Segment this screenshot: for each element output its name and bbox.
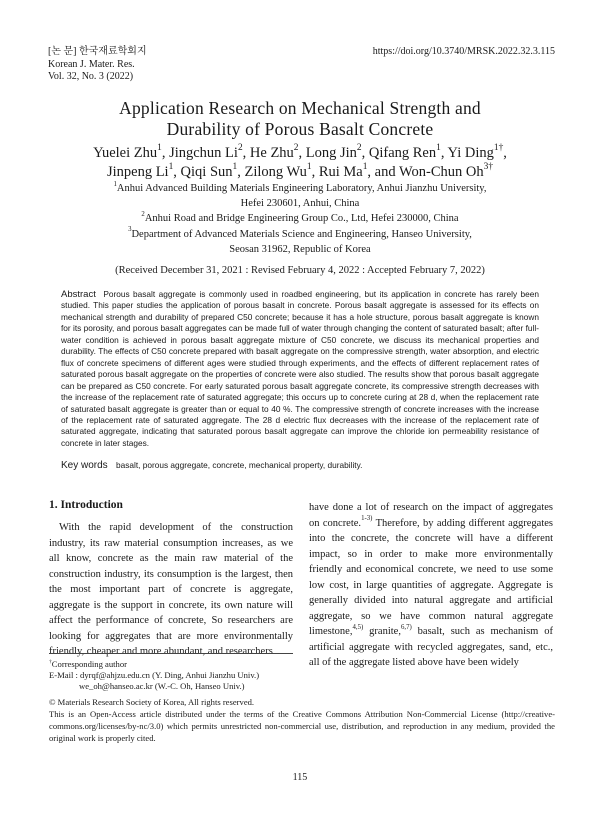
affiliation-text: Department of Advanced Materials Science and Engineering, Hanseo University, <box>131 228 472 240</box>
author-name: Qifang Ren <box>368 145 437 161</box>
author-name: Won-Chun Oh <box>398 164 484 180</box>
abstract-text: Porous basalt aggregate is commonly used in roadbed engineering, but its application in concrete has rarely been studied. This paper studies the application of porous basalt in concrete. Porous basalt aggregate is assessed for its effects on mechanical strength and durability of prepared C50 concrete; because it has a hole structure, porous basalt aggregate is known for its porosity, and porous basalt aggregates can be made full of water through changing the content of saturated basalt; after full-water condition is achieved in porous basalt aggregate mixture of C50 concrete, we discuss its mechanical properties and durability. The effects of C50 concrete prepared with basalt aggregate on the compressive strength, water absorption, and electric flux of concrete specimens of different ages were studied through experiments, and the effects of different replacement rates of saturated porous basalt aggregate on the properties of concrete were also studied. The results show that porous basalt aggregate can be prepared as C50 concrete. For early saturated porous basalt aggregate concrete, its compressive strength decreases with the increase of the replacement rate of saturated aggregate; this occurs up to concrete curing at 28 d, when the replacement rate of saturated basalt aggregate is greater than or equal to 40 %. The compressive strength of concrete increases with the increase of the replacement rate of saturated aggregate. The 28 d electric flux decreases with the increase of the replacement rate of saturated aggregate, indicating that saturated porous basalt aggregate can improve the chloride ion permeability resistance of concrete in later stages. <box>61 289 539 448</box>
affiliation-text: Anhui Advanced Building Materials Engineering Laboratory, Anhui Jianzhu University, <box>116 183 487 194</box>
section-heading: 1. Introduction <box>49 499 123 511</box>
author-name: Rui Ma <box>318 164 363 180</box>
affiliation-number: 2 <box>141 211 145 219</box>
title-line-2: Durability of Porous Basalt Concrete <box>166 119 434 139</box>
keywords-label: Key words <box>61 460 108 471</box>
author-affiliation-mark: 2 <box>237 143 243 154</box>
corresponding-author-note <box>49 659 127 671</box>
body-text: have done a lot of research on the impact of aggregates on concrete. <box>309 502 553 529</box>
journal-english-name: Korean J. Mater. Res. <box>48 58 135 70</box>
author-affiliation-mark: 2 <box>293 143 299 154</box>
author-list <box>40 144 560 182</box>
title-line-1: Application Research on Mechanical Strength and <box>119 98 481 118</box>
affiliation-number: 3 <box>128 226 132 234</box>
paper-title <box>40 98 560 140</box>
license-notice <box>49 696 555 744</box>
citation-ref[interactable]: 6,7) <box>400 623 412 631</box>
license-text: This is an Open-Access article distributed under the terms of the Creative Commons Attribution Non-Commercial License (http://creative-commons.org/licenses/by-nc/3.0) which permits unrestricted non-commercial use, distribution, and reproduction in any medium, provided the original work is properly cited. <box>49 709 555 743</box>
page-number: 115 <box>292 772 308 783</box>
author-separator: , <box>173 164 181 180</box>
author-name: Jingchun Li <box>169 145 238 161</box>
citation-ref[interactable]: 1-3) <box>361 515 373 523</box>
affiliation-item <box>40 211 560 226</box>
author-name: Jinpeng Li <box>106 164 169 180</box>
submission-dates: (Received December 31, 2021 : Revised February 4, 2022 : Accepted February 7, 2022) <box>115 265 485 276</box>
intro-left-column: With the rapid development of the construction industry, its raw material consumption increases, as we all know, concrete as the main raw material of the construction industry, its consumption is the largest, then the most important part of concrete is aggregate, aggregate is the support in concrete, its own nature will affect the performance of concrete, So researchers are looking for aggregates that are more environmentally friendly, cheaper and more abundant, and researchers <box>49 522 293 657</box>
author-name: Yuelei Zhu <box>93 145 158 161</box>
affiliation-item <box>40 181 560 196</box>
doi-link[interactable]: https://doi.org/10.3740/MRSK.2022.32.3.115 <box>372 46 555 57</box>
affiliation-item-continued: Seosan 31962, Republic of Korea <box>229 243 371 255</box>
intro-right-column <box>309 500 553 671</box>
affiliation-item-continued: Hefei 230601, Anhui, China <box>240 198 360 210</box>
author-affiliation-mark: 1 <box>436 143 441 154</box>
author-separator: , <box>237 164 245 180</box>
author-affiliation-mark: 1 <box>362 162 368 173</box>
citation-ref[interactable]: 4,5) <box>352 623 364 631</box>
abstract-label: Abstract <box>61 289 96 300</box>
affiliation-number: 1 <box>113 180 117 188</box>
author-separator: , <box>242 145 250 161</box>
author-separator: , <box>503 145 507 161</box>
author-separator: , and <box>367 164 399 180</box>
affiliation-list <box>40 181 560 257</box>
affiliation-item <box>40 227 560 242</box>
author-separator: , <box>311 164 319 180</box>
author-name: Yi Ding <box>447 145 494 161</box>
author-name: Zilong Wu <box>244 164 307 180</box>
author-separator: , <box>298 145 306 161</box>
body-text: granite, <box>363 626 401 637</box>
journal-header <box>48 46 147 84</box>
author-separator: , <box>161 145 170 161</box>
author-name: Long Jin <box>305 145 357 161</box>
journal-volume: Vol. 32, No. 3 (2022) <box>48 71 134 82</box>
author-separator: , <box>361 145 369 161</box>
body-text: Therefore, by adding different aggregates into the concrete, the concrete will have a different impact, so in order to make more environmentally friendly and economical concrete, we need to use some low cost, in large quantities of aggregate. Aggregate is generally divided into natural aggregate and artificial aggregate, so we have common natural aggregate limestone, <box>309 517 554 637</box>
author-separator: , <box>440 145 448 161</box>
author-affiliation-mark: 1† <box>493 143 504 154</box>
footnote-divider <box>49 653 293 654</box>
keywords-text: basalt, porous aggregate, concrete, mechanical property, durability. <box>116 460 363 470</box>
author-affiliation-mark: 1 <box>306 162 312 173</box>
copyright-line: © Materials Research Society of Korea, All rights reserved. <box>49 697 255 707</box>
body-text: basalt, such as mechanism of artificial aggregate with recycled aggregates, sand, etc., all of the aggregate listed above have been widely <box>309 626 553 668</box>
author-name: He Zhu <box>249 145 294 161</box>
email-line: E-Mail : dyrqf@ahjzu.edu.cn (Y. Ding, Anhui Jianzhu Univ.) <box>49 670 260 680</box>
author-affiliation-mark: 2 <box>356 143 362 154</box>
author-affiliation-mark: 3† <box>483 162 494 173</box>
corresponding-author-label: Corresponding author <box>51 659 127 669</box>
corresponding-mark: † <box>49 658 52 665</box>
affiliation-text: Anhui Road and Bridge Engineering Group Co., Ltd, Hefei 230000, China <box>144 213 459 225</box>
author-name: Qiqi Sun <box>180 164 233 180</box>
keywords <box>61 459 539 472</box>
journal-korean-name: [논 문] 한국재료학회지 <box>48 46 147 57</box>
author-affiliation-mark: 1 <box>157 143 162 154</box>
abstract <box>61 289 539 449</box>
email-line: we_oh@hanseo.ac.kr (W.-C. Oh, Hanseo Univ.) <box>79 681 245 691</box>
author-affiliation-mark: 1 <box>232 162 238 173</box>
author-affiliation-mark: 1 <box>168 162 174 173</box>
